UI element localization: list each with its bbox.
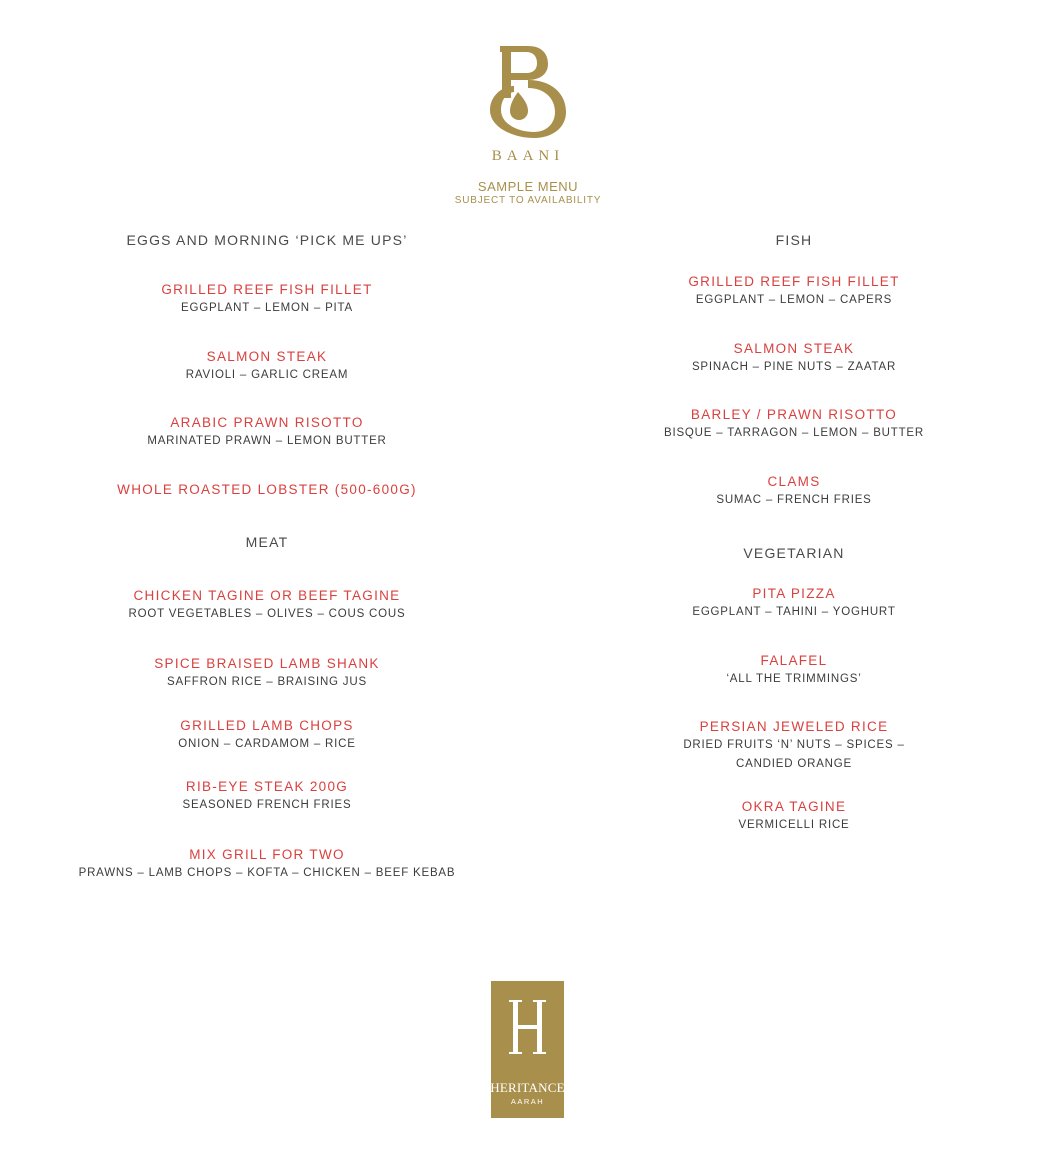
menu-item (566, 272, 1022, 310)
section-title-meat: MEAT (245, 534, 289, 550)
item-name: GRILLED REEF FISH FILLET (161, 282, 373, 297)
menu-item (40, 586, 494, 624)
heritance-logo-text: HERITANCE (491, 1080, 564, 1095)
menu-item (40, 845, 494, 883)
menu-item (40, 716, 494, 754)
item-name: WHOLE ROASTED LOBSTER (500-600G) (117, 482, 417, 497)
item-name: OKRA TAGINE (741, 799, 847, 814)
item-name: PITA PIZZA (752, 586, 836, 601)
menu-item (566, 339, 1022, 377)
item-description: EGGPLANT – TAHINI – YOGHURT (692, 606, 896, 618)
menu-item (40, 654, 494, 692)
item-name: SALMON STEAK (206, 349, 328, 364)
menu-item (566, 472, 1022, 510)
menu-item (566, 584, 1022, 622)
menu-title: SAMPLE MENU (477, 179, 579, 194)
item-description: RAVIOLI – GARLIC CREAM (185, 369, 349, 381)
item-description: EGGPLANT – LEMON – PITA (181, 302, 353, 314)
menu-item (40, 347, 494, 385)
menu-item (566, 651, 1022, 689)
item-description: SAFFRON RICE – BRAISING JUS (167, 676, 367, 688)
item-description: PRAWNS – LAMB CHOPS – KOFTA – CHICKEN – BEEF KEBAB (78, 867, 456, 879)
item-name: MIX GRILL FOR TWO (189, 847, 345, 862)
menu-item (566, 717, 1022, 774)
menu-item (40, 777, 494, 815)
item-description: SEASONED FRENCH FRIES (182, 799, 352, 811)
item-description: ROOT VEGETABLES – OLIVES – COUS COUS (128, 608, 406, 620)
menu-item (566, 405, 1022, 443)
item-description: EGGPLANT – LEMON – CAPERS (695, 294, 893, 306)
item-name: GRILLED LAMB CHOPS (180, 718, 354, 733)
item-description: ‘ALL THE TRIMMINGS’ (726, 673, 862, 685)
item-description: DRIED FRUITS ‘N’ NUTS – SPICES – CANDIED ORANGE (683, 739, 905, 770)
item-name: GRILLED REEF FISH FILLET (688, 274, 900, 289)
item-name: CLAMS (767, 474, 821, 489)
baani-logo-icon (480, 40, 576, 144)
menu-item (40, 413, 494, 451)
item-name: PERSIAN JEWELED RICE (699, 719, 889, 734)
heritance-logo (491, 981, 564, 1118)
item-name: SALMON STEAK (733, 341, 855, 356)
item-name: BARLEY / PRAWN RISOTTO (690, 407, 898, 422)
heritance-logo-subtext: AARAH (510, 1097, 545, 1106)
brand-name: BAANI (491, 148, 565, 164)
section-title-eggs: EGGS AND MORNING ‘PICK ME UPS’ (126, 232, 408, 248)
item-name: RIB-EYE STEAK 200G (185, 779, 349, 794)
item-description: BISQUE – TARRAGON – LEMON – BUTTER (663, 427, 925, 439)
section-title-fish: FISH (775, 232, 813, 248)
item-name: ARABIC PRAWN RISOTTO (170, 415, 364, 430)
menu-subtitle: SUBJECT TO AVAILABILITY (454, 195, 602, 206)
item-name: FALAFEL (760, 653, 828, 668)
section-title-vegetarian: VEGETARIAN (743, 545, 845, 561)
item-description: MARINATED PRAWN – LEMON BUTTER (147, 435, 387, 447)
item-description: VERMICELLI RICE (738, 819, 850, 831)
item-name: CHICKEN TAGINE OR BEEF TAGINE (133, 588, 401, 603)
heritance-h-icon (491, 981, 564, 1118)
menu-item (566, 797, 1022, 835)
item-description: SPINACH – PINE NUTS – ZAATAR (691, 361, 897, 373)
menu-item (40, 480, 494, 499)
item-description: SUMAC – FRENCH FRIES (716, 494, 872, 506)
item-name: SPICE BRAISED LAMB SHANK (154, 656, 380, 671)
item-description: ONION – CARDAMOM – RICE (178, 738, 356, 750)
menu-item (40, 280, 494, 318)
